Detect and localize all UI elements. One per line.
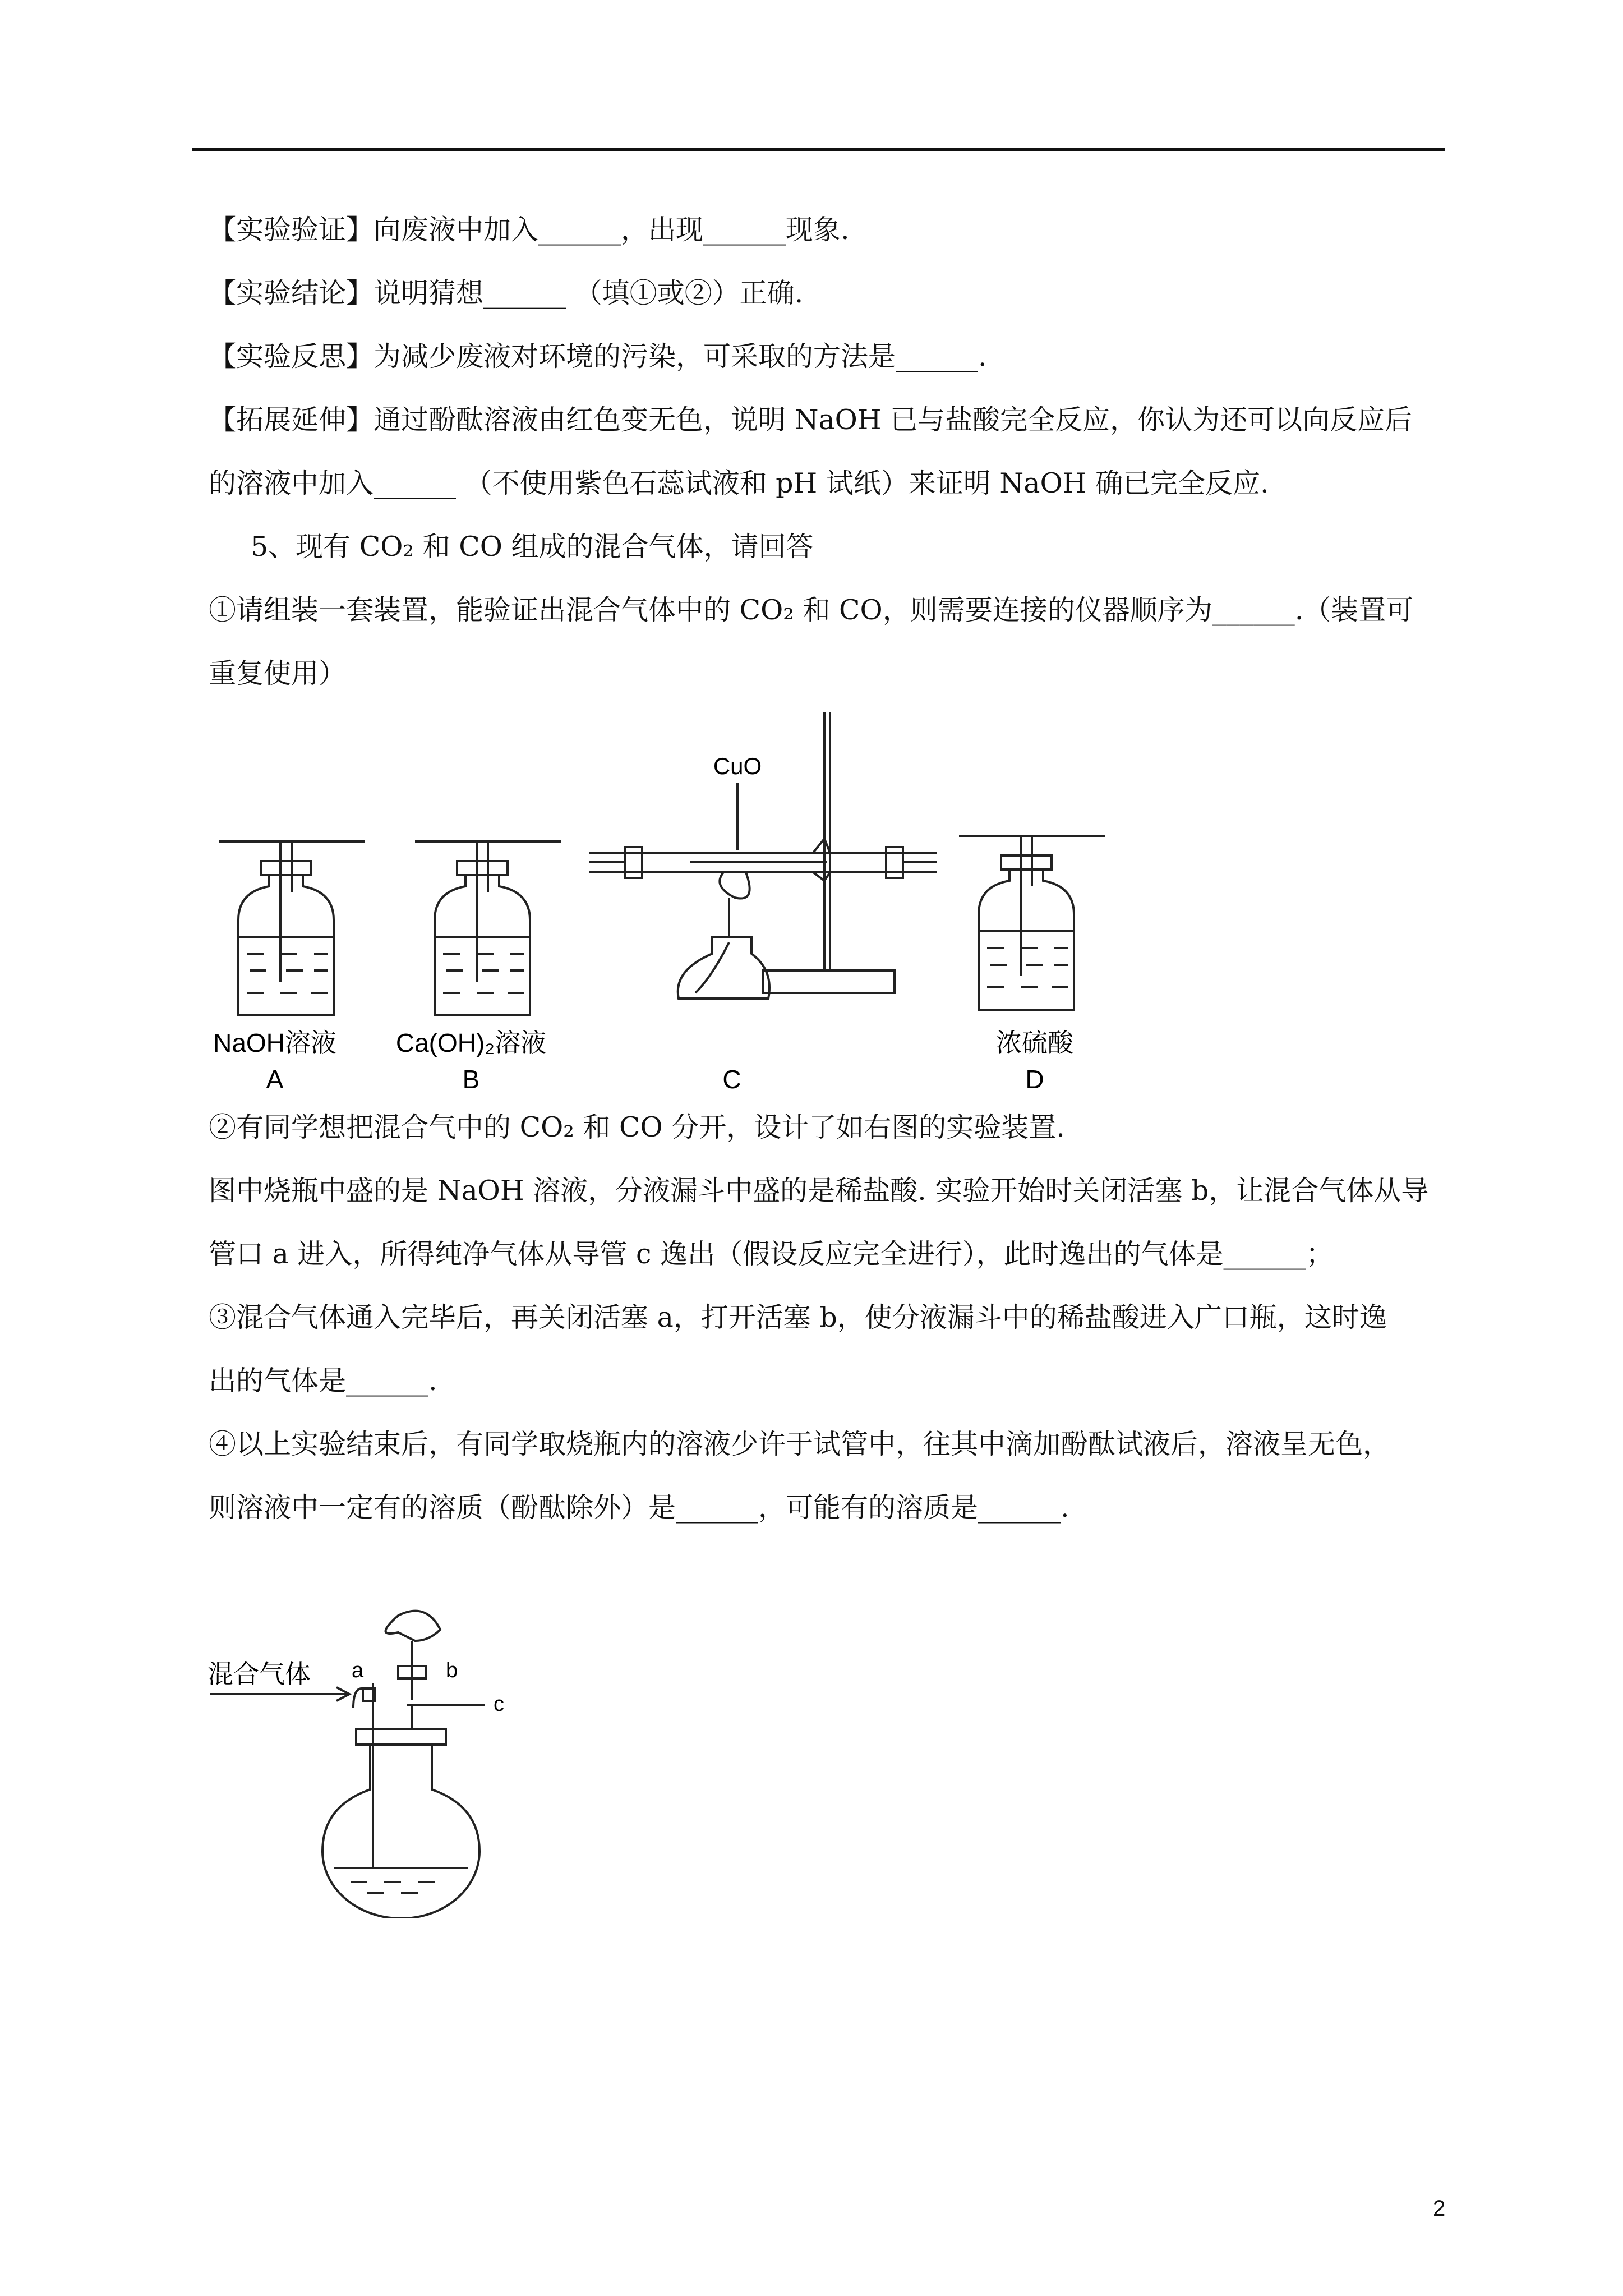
bottle-b-icon (415, 841, 561, 1015)
apparatus-c-icon (589, 712, 937, 999)
extension-line-1: 【拓展延伸】通过酚酞溶液由红色变无色，说明 NaOH 已与盐酸完全反应，你认为还可以向反应后 (209, 404, 1413, 436)
question-5-part3-line2: 出的气体是______. (209, 1365, 437, 1397)
question-5-title: 5、现有 CO₂ 和 CO 组成的混合气体，请回答 (251, 531, 814, 563)
question-5-part2-line2: 图中烧瓶中盛的是 NaOH 溶液，分液漏斗中盛的是稀盐酸. 实验开始时关闭活塞 b，让混合气体从导 (209, 1175, 1429, 1207)
question-5-part3-line1: ③混合气体通入完毕后，再关闭活塞 a，打开活塞 b，使分液漏斗中的稀盐酸进入广口瓶，这时逸 (209, 1301, 1387, 1333)
header-rule (192, 148, 1445, 151)
naoh-label: NaOH溶液 (213, 1028, 336, 1057)
conc-h2so4-label: 浓硫酸 (996, 1028, 1073, 1057)
valve-b-label: b (446, 1659, 458, 1682)
question-5-part2-line3: 管口 a 进入，所得纯净气体从导管 c 逸出（假设反应完全进行），此时逸出的气体是______； (209, 1238, 1334, 1270)
apparatus-figure-abcd (208, 712, 1127, 1105)
page-number: 2 (1433, 2196, 1446, 2221)
question-5-part1-line1: ①请组装一套装置，能验证出混合气体中的 CO₂ 和 CO，则需要连接的仪器顺序为______.（装置可 (209, 594, 1414, 626)
experiment-reflection-line: 【实验反思】为减少废液对环境的污染，可采取的方法是______. (209, 341, 987, 372)
experiment-verify-line: 【实验验证】向废液中加入______，出现______现象. (209, 214, 850, 246)
cuo-label: CuO (713, 753, 762, 779)
letter-a: A (266, 1065, 284, 1094)
extension-line-2: 的溶液中加入______ （不使用紫色石蕊试液和 pH 试纸）来证明 NaOH 确已完全反应. (209, 467, 1269, 499)
valve-a-label: a (352, 1659, 364, 1682)
question-5-part1-line2: 重复使用） (209, 657, 347, 689)
separation-apparatus-figure (205, 1604, 541, 1918)
question-5-part4-line1: ④以上实验结束后，有同学取烧瓶内的溶液少许于试管中，往其中滴加酚酞试液后，溶液呈无色， (209, 1428, 1391, 1460)
bottle-d-icon (959, 836, 1105, 1010)
outlet-c-label: c (494, 1692, 504, 1716)
letter-d: D (1025, 1065, 1044, 1094)
question-5-part2-line1: ②有同学想把混合气中的 CO₂ 和 CO 分开，设计了如右图的实验装置. (209, 1111, 1065, 1143)
caoh2-label: Ca(OH)₂溶液 (395, 1028, 547, 1057)
letter-b: B (462, 1065, 480, 1094)
mixed-gas-label: 混合气体 (208, 1659, 311, 1688)
bottle-a-icon (219, 841, 365, 1015)
question-5-part4-line2: 则溶液中一定有的溶质（酚酞除外）是______，可能有的溶质是______. (209, 1492, 1069, 1524)
experiment-conclusion-line: 【实验结论】说明猜想______ （填①或②）正确. (209, 277, 804, 309)
letter-c: C (722, 1065, 741, 1094)
